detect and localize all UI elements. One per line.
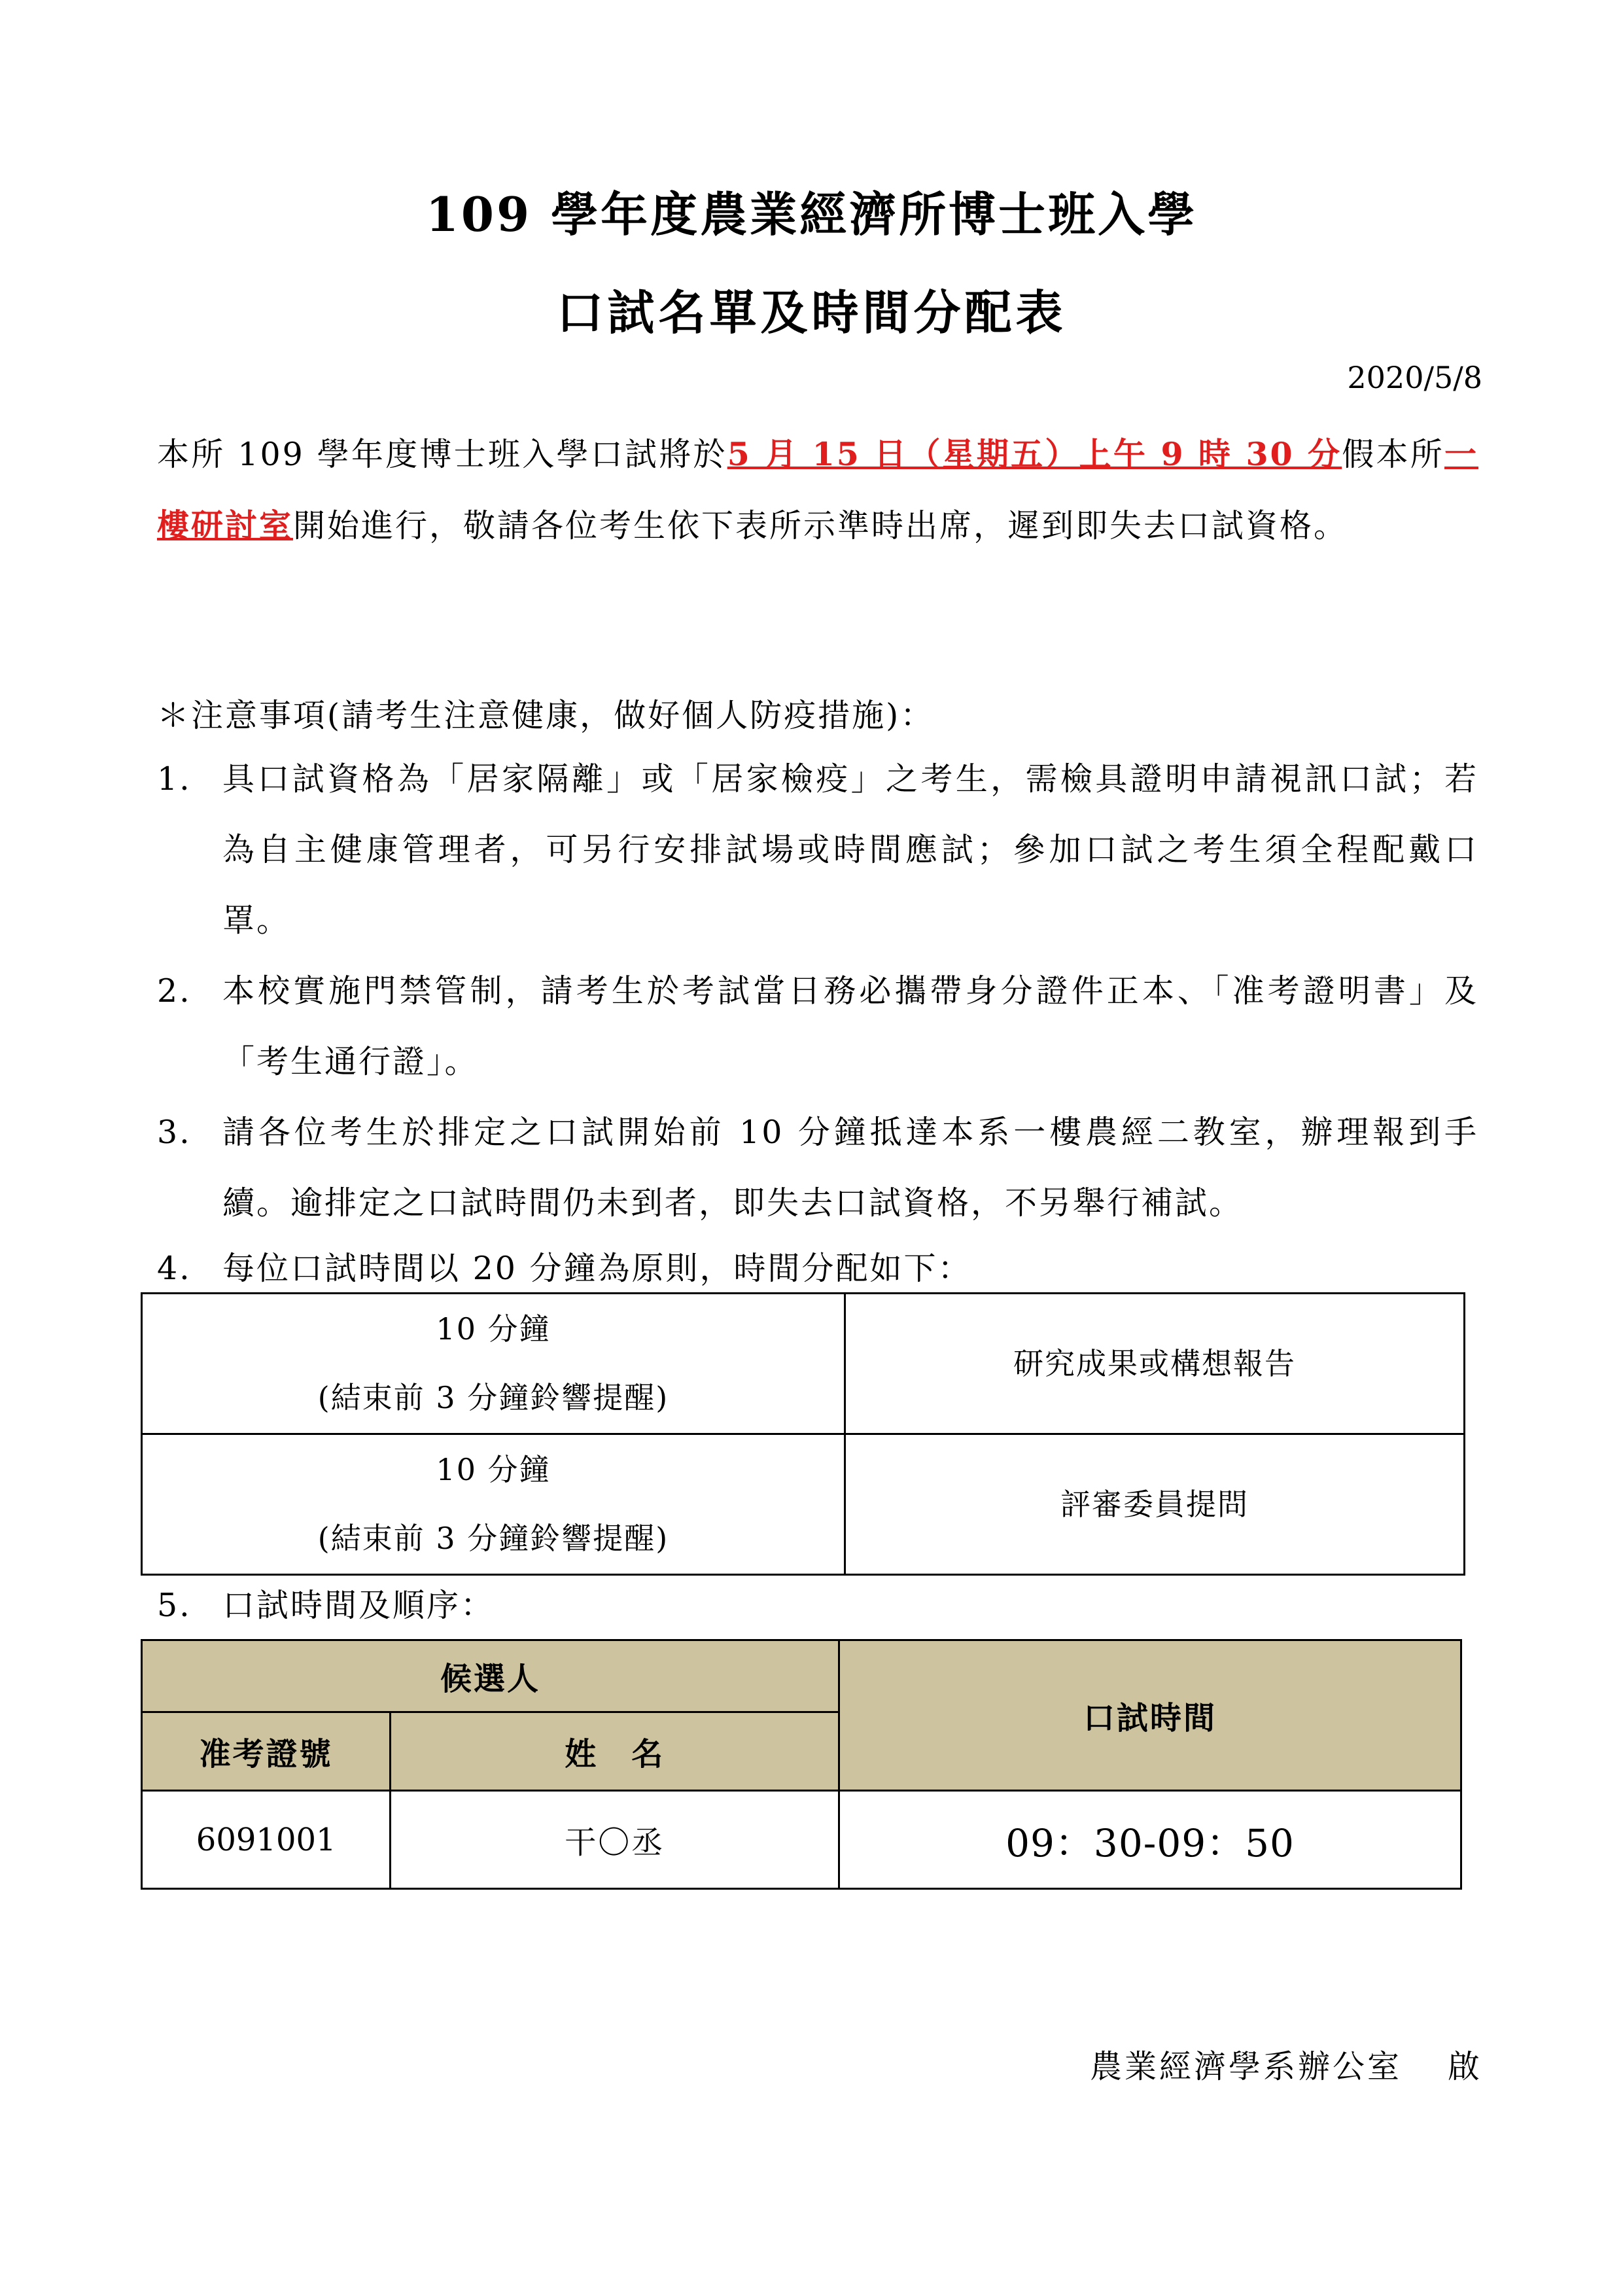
- reminder-text: (結束前 3 分鐘鈴響提醒): [317, 1380, 669, 1415]
- item-text: 請各位考生於排定之口試開始前 10 分鐘抵達本系一樓農經二教室，辦理報到手續。逾排定之口試時間仍未到者，即失去口試資格，不另舉行補試。: [222, 1114, 1478, 1222]
- intro-text-3: 開始進行，敬請各位考生依下表所示準時出席，遲到即失去口試資格。: [293, 507, 1348, 544]
- signoff: [1090, 2041, 1482, 2087]
- item-number: 3.: [157, 1114, 192, 1151]
- notice-item-1: [157, 744, 1478, 956]
- item-text: 具口試資格為「居家隔離」或「居家檢疫」之考生，需檢具證明申請視訊口試；若為自主健康管理者，可另行安排試場或時間應試；參加口試之考生須全程配戴口罩。: [222, 760, 1478, 939]
- intro-text-1: 本所 109 學年度博士班入學口試將於: [157, 436, 727, 473]
- item-number: 5.: [157, 1587, 192, 1624]
- duration-text: 10 分鐘: [436, 1311, 551, 1347]
- header-exam-time: 口試時間: [839, 1640, 1461, 1791]
- item-text: 本校實施門禁管制，請考生於考試當日務必攜帶身分證件正本、「准考證明書」及「考生通行證」。: [222, 972, 1478, 1080]
- item-number: 2.: [157, 972, 192, 1010]
- title-line-2: 口試名單及時間分配表: [556, 285, 1067, 340]
- duration-cell: [142, 1434, 845, 1575]
- exam-datetime-highlight: 5 月 15 日（星期五）上午 9 時 30 分: [727, 435, 1342, 473]
- table-row: [142, 1434, 1465, 1575]
- title-line-1: 109 學年度農業經濟所博士班入學: [425, 186, 1198, 242]
- notice-heading: ＊注意事項(請考生注意健康，做好個人防疫措施)：: [157, 697, 935, 734]
- office-name: 農業經濟學系辦公室: [1089, 2048, 1402, 2085]
- activity-cell: 研究成果或構想報告: [845, 1294, 1465, 1434]
- intro-paragraph: [157, 419, 1478, 561]
- notice-item-3: [157, 1097, 1478, 1239]
- notice-item-2: [157, 956, 1478, 1097]
- header-name: 姓 名: [391, 1712, 839, 1791]
- header-admission-id: 准考證號: [142, 1712, 391, 1791]
- date: 2020/5/8: [1347, 360, 1482, 395]
- table-header-row: [142, 1640, 1461, 1712]
- table-row: [142, 1294, 1465, 1434]
- intro-text-2: 假本所: [1342, 436, 1444, 473]
- duration-cell: [142, 1294, 845, 1434]
- item-text: 每位口試時間以 20 分鐘為原則，時間分配如下：: [222, 1250, 972, 1287]
- closing-word: 啟: [1447, 2048, 1482, 2085]
- duration-text: 10 分鐘: [436, 1452, 551, 1487]
- admission-id-cell: 6091001: [142, 1791, 391, 1889]
- header-candidate: 候選人: [142, 1640, 839, 1712]
- time-allocation-table: [141, 1292, 1465, 1576]
- name-cell: 干〇丞: [391, 1791, 839, 1889]
- schedule-table: [141, 1639, 1462, 1890]
- reminder-text: (結束前 3 分鐘鈴響提醒): [317, 1521, 669, 1556]
- item-text: 口試時間及順序：: [222, 1587, 495, 1624]
- notice-item-5: [157, 1570, 1478, 1641]
- activity-cell: 評審委員提問: [845, 1434, 1465, 1575]
- item-number: 4.: [157, 1250, 192, 1287]
- item-number: 1.: [157, 760, 192, 798]
- table-row: [142, 1791, 1461, 1889]
- exam-room-highlight: 一樓研討室: [157, 435, 1478, 544]
- exam-time-cell: 09：30-09：50: [839, 1791, 1461, 1889]
